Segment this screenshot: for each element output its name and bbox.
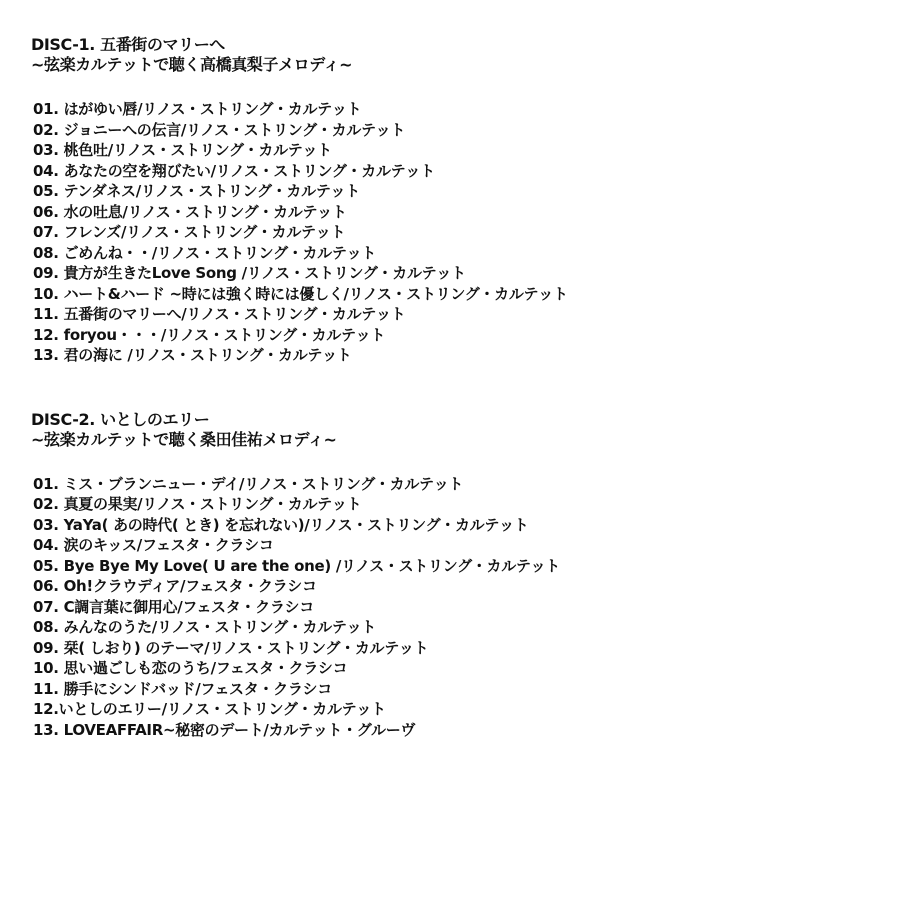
disc-1-section — [31, 35, 871, 366]
disc-1-track-list — [33, 99, 871, 366]
tracklist-document — [31, 35, 871, 740]
track-item: 02. 真夏の果実/リノス・ストリング・カルテット — [33, 495, 362, 513]
track-item: 06. Oh!クラウディア/フェスタ・クラシコ — [33, 577, 317, 595]
track-item: 12.いとしのエリー/リノス・ストリング・カルテット — [33, 700, 386, 718]
disc-2-title: DISC-2. いとしのエリー — [31, 409, 210, 429]
track-item: 01. はがゆい唇/リノス・ストリング・カルテット — [33, 100, 362, 118]
track-item: 02. ジョニーへの伝言/リノス・ストリング・カルテット — [33, 120, 406, 139]
disc-2-subtitle: ~弦楽カルテットで聴く桑田佳祐メロディ~ — [31, 429, 337, 449]
track-item: 05. Bye Bye My Love( U are the one) /リノス・ストリング・カルテット — [33, 556, 561, 575]
track-item: 10. 思い過ごしも恋のうち/フェスタ・クラシコ — [33, 659, 348, 677]
track-item: 10. ハート&ハード ~時には強く時には優しく/リノス・ストリング・カルテット — [33, 284, 568, 303]
track-item: 11. 勝手にシンドバッド/フェスタ・クラシコ — [33, 679, 332, 698]
track-item: 12. foryou・・・/リノス・ストリング・カルテット — [33, 325, 386, 344]
track-item: 13. LOVEAFFAIR~秘密のデート/カルテット・グルーヴ — [33, 720, 416, 739]
track-item: 08. みんなのうた/リノス・ストリング・カルテット — [33, 618, 376, 636]
track-item: 07. C調言葉に御用心/フェスタ・クラシコ — [33, 597, 314, 616]
track-item: 04. あなたの空を翔びたい/リノス・ストリング・カルテット — [33, 161, 435, 180]
track-item: 03. YaYa( あの時代( とき) を忘れない)/リノス・ストリング・カルテット — [33, 515, 529, 534]
disc-1-title: DISC-1. 五番街のマリーへ — [31, 35, 225, 54]
track-item: 09. 栞( しおり) のテーマ/リノス・ストリング・カルテット — [33, 638, 429, 657]
track-item: 09. 貴方が生きたLove Song /リノス・ストリング・カルテット — [33, 264, 466, 282]
track-item: 13. 君の海に /リノス・ストリング・カルテット — [33, 346, 352, 364]
track-item: 07. フレンズ/リノス・ストリング・カルテット — [33, 223, 346, 241]
track-item: 01. ミス・ブランニュー・デイ/リノス・ストリング・カルテット — [33, 474, 464, 493]
track-item: 03. 桃色吐/リノス・ストリング・カルテット — [33, 141, 332, 159]
track-item: 11. 五番街のマリーへ/リノス・ストリング・カルテット — [33, 305, 406, 323]
track-item: 04. 涙のキッス/フェスタ・クラシコ — [33, 536, 274, 554]
disc-2-section — [31, 410, 871, 741]
track-item: 08. ごめんね・・/リノス・ストリング・カルテット — [33, 243, 376, 262]
track-item: 05. テンダネス/リノス・ストリング・カルテット — [33, 182, 360, 200]
disc-2-track-list — [33, 474, 871, 741]
track-item: 06. 水の吐息/リノス・ストリング・カルテット — [33, 202, 347, 221]
disc-1-subtitle: ~弦楽カルテットで聴く高橋真梨子メロディ~ — [31, 55, 353, 74]
